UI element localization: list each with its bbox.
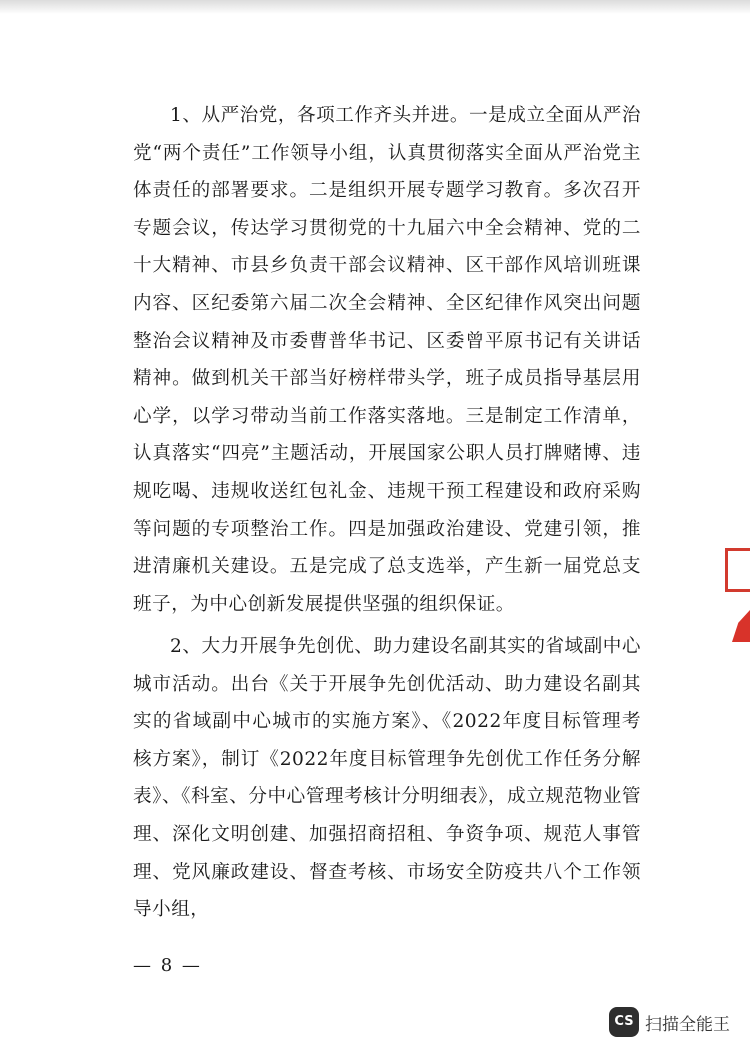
seal-fragment-middle [732, 610, 750, 642]
camscanner-logo-icon: CS [609, 1007, 639, 1037]
page-number: — 8 — [133, 955, 202, 976]
red-seal-edge [720, 540, 750, 710]
scanner-watermark [609, 1007, 730, 1037]
paragraph-2: 2、大力开展争先创优、助力建设名副其实的省域副中心城市活动。出台《关于开展争先创优活动、助力建设名副其实的省域副中心城市的实施方案》、《2022年度目标管理考核方案》，制订《2022年度目标管理争先创优工作任务分解表》、《科室、分中心管理考核计分明细表》，成立规范物业管理、深化文明创建、加强招商招租、争资争项、规范人事管理、党风廉政建设、督查考核、市场安全防疫共八个工作领导小组， [133, 636, 641, 921]
paragraph-1: 1、从严治党，各项工作齐头并进。一是成立全面从严治党“两个责任”工作领导小组，认真贯彻落实全面从严治党主体责任的部署要求。二是组织开展专题学习教育。多次召开专题会议，传达学习贯彻党的十九届六中全会精神、党的二十大精神、市县乡负责干部会议精神、区干部作风培训班课内容、区纪委第六届二次全会精神、全区纪律作风突出问题整治会议精神及市委曹普华书记、区委曾平原书记有关讲话精神。做到机关干部当好榜样带头学，班子成员指导基层用心学，以学习带动当前工作落实落地。三是制定工作清单，认真落实“四亮”主题活动，开展国家公职人员打牌赌博、违规吃喝、违规收送红包礼金、违规干预工程建设和政府采购等问题的专项整治工作。四是加强政治建设、党建引领，推进清廉机关建设。五是完成了总支选举，产生新一届党总支班子，为中心创新发展提供坚强的组织保证。 [133, 105, 641, 615]
watermark-text: 扫描全能王 [645, 1014, 730, 1035]
seal-fragment-bottom [734, 670, 748, 680]
seal-fragment-top [725, 548, 750, 592]
